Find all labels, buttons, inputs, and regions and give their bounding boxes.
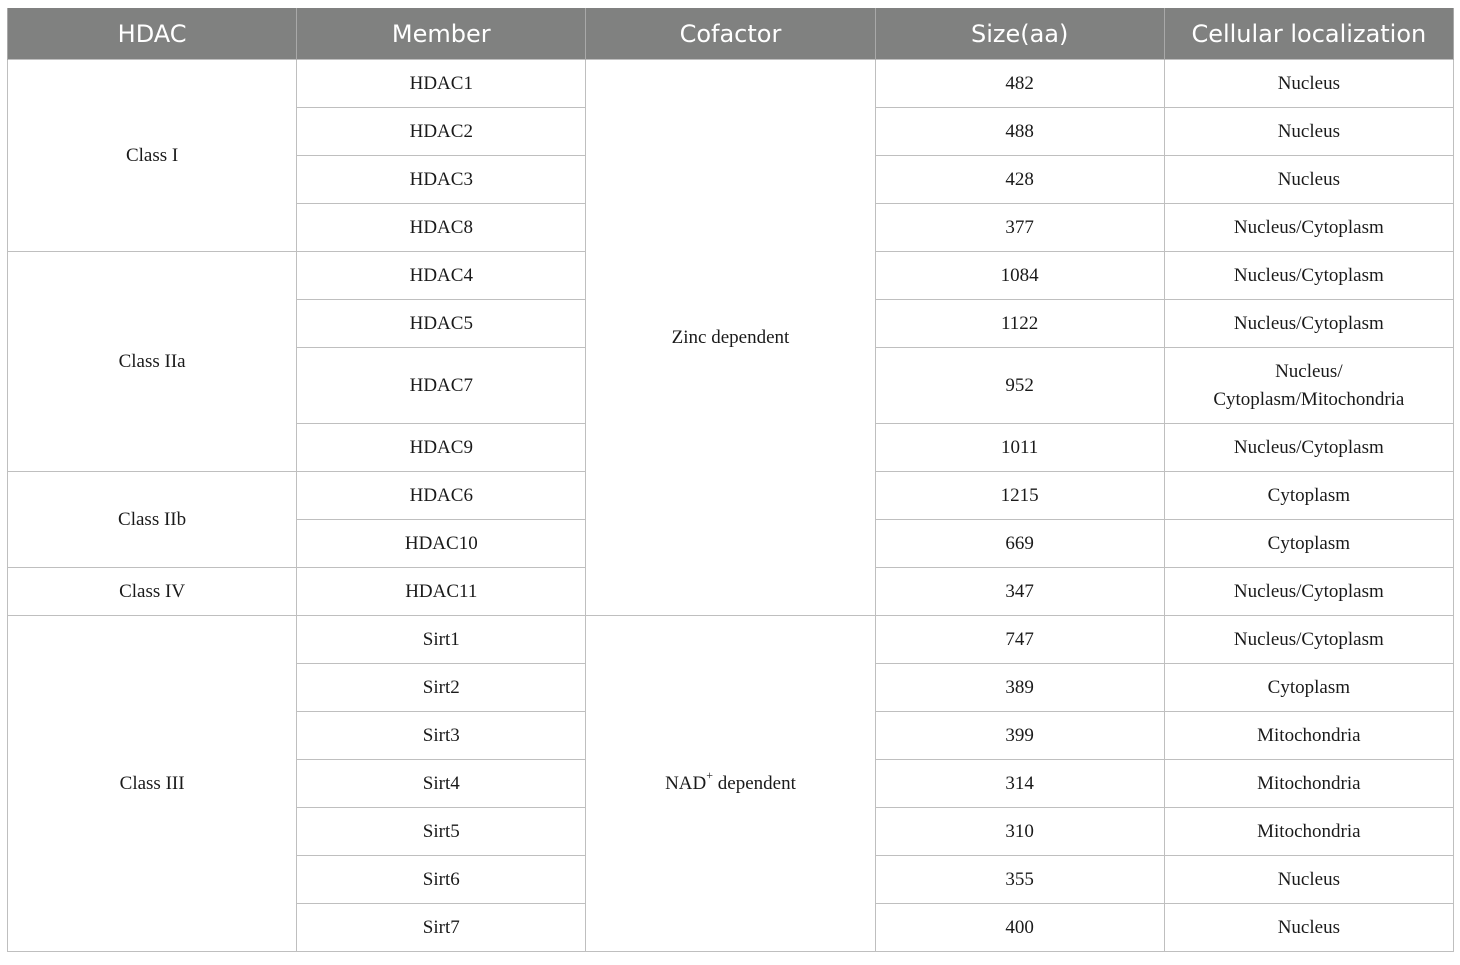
localization-cell: Cytoplasm: [1164, 520, 1453, 568]
dependent-text: dependent: [713, 772, 796, 794]
size-cell: 377: [875, 204, 1164, 252]
nad-superscript: +: [706, 768, 714, 783]
cofactor-cell-zinc: Zinc dependent: [586, 60, 875, 616]
table-body: [8, 60, 1454, 952]
size-cell: 482: [875, 60, 1164, 108]
header-hdac: HDAC: [8, 8, 297, 60]
localization-cell: Nucleus/Cytoplasm: [1164, 300, 1453, 348]
member-cell: HDAC5: [297, 300, 586, 348]
table-row: [8, 60, 1454, 108]
localization-cell: Nucleus/Cytoplasm: [1164, 568, 1453, 616]
nad-text: NAD: [665, 772, 707, 794]
localization-cell: Mitochondria: [1164, 760, 1453, 808]
member-cell: HDAC1: [297, 60, 586, 108]
localization-cell: Nucleus: [1164, 856, 1453, 904]
table-row: [8, 616, 1454, 664]
size-cell: 399: [875, 712, 1164, 760]
localization-cell: Nucleus/Cytoplasm: [1164, 204, 1453, 252]
size-cell: 1122: [875, 300, 1164, 348]
localization-cell: Cytoplasm: [1164, 472, 1453, 520]
class-cell-class-i: Class I: [8, 60, 297, 252]
member-cell: Sirt2: [297, 664, 586, 712]
member-cell: HDAC3: [297, 156, 586, 204]
size-cell: 355: [875, 856, 1164, 904]
localization-cell: Nucleus/Cytoplasm: [1164, 252, 1453, 300]
member-cell: HDAC10: [297, 520, 586, 568]
size-cell: 488: [875, 108, 1164, 156]
class-cell-class-iia: Class IIa: [8, 252, 297, 472]
size-cell: 347: [875, 568, 1164, 616]
localization-cell: Nucleus: [1164, 60, 1453, 108]
member-cell: Sirt7: [297, 904, 586, 952]
member-cell: Sirt4: [297, 760, 586, 808]
cofactor-cell-nad: [586, 616, 875, 952]
localization-cell: Nucleus: [1164, 108, 1453, 156]
class-cell-class-iv: Class IV: [8, 568, 297, 616]
localization-cell: Cytoplasm: [1164, 664, 1453, 712]
member-cell: HDAC9: [297, 424, 586, 472]
member-cell: HDAC6: [297, 472, 586, 520]
hdac-table: [7, 8, 1454, 952]
localization-cell: [1164, 348, 1453, 424]
size-cell: 389: [875, 664, 1164, 712]
header-localization: Cellular localization: [1164, 8, 1453, 60]
member-cell: HDAC11: [297, 568, 586, 616]
size-cell: 428: [875, 156, 1164, 204]
size-cell: 747: [875, 616, 1164, 664]
hdac-table-container: [7, 8, 1453, 952]
class-cell-class-iib: Class IIb: [8, 472, 297, 568]
size-cell: 1011: [875, 424, 1164, 472]
localization-line: Cytoplasm/Mitochondria: [1213, 388, 1405, 410]
localization-line: Nucleus/: [1275, 360, 1343, 382]
member-cell: HDAC7: [297, 348, 586, 424]
class-cell-class-iii: Class III: [8, 616, 297, 952]
member-cell: HDAC8: [297, 204, 586, 252]
header-member: Member: [297, 8, 586, 60]
header-row: [8, 8, 1454, 60]
member-cell: Sirt5: [297, 808, 586, 856]
member-cell: Sirt3: [297, 712, 586, 760]
member-cell: Sirt1: [297, 616, 586, 664]
localization-cell: Mitochondria: [1164, 712, 1453, 760]
size-cell: 669: [875, 520, 1164, 568]
size-cell: 314: [875, 760, 1164, 808]
size-cell: 952: [875, 348, 1164, 424]
header-size: Size(aa): [875, 8, 1164, 60]
table-header: [8, 8, 1454, 60]
size-cell: 1215: [875, 472, 1164, 520]
header-cofactor: Cofactor: [586, 8, 875, 60]
member-cell: Sirt6: [297, 856, 586, 904]
localization-cell: Nucleus/Cytoplasm: [1164, 616, 1453, 664]
size-cell: 1084: [875, 252, 1164, 300]
localization-cell: Nucleus/Cytoplasm: [1164, 424, 1453, 472]
localization-cell: Mitochondria: [1164, 808, 1453, 856]
size-cell: 400: [875, 904, 1164, 952]
localization-cell: Nucleus: [1164, 156, 1453, 204]
size-cell: 310: [875, 808, 1164, 856]
localization-cell: Nucleus: [1164, 904, 1453, 952]
member-cell: HDAC2: [297, 108, 586, 156]
member-cell: HDAC4: [297, 252, 586, 300]
